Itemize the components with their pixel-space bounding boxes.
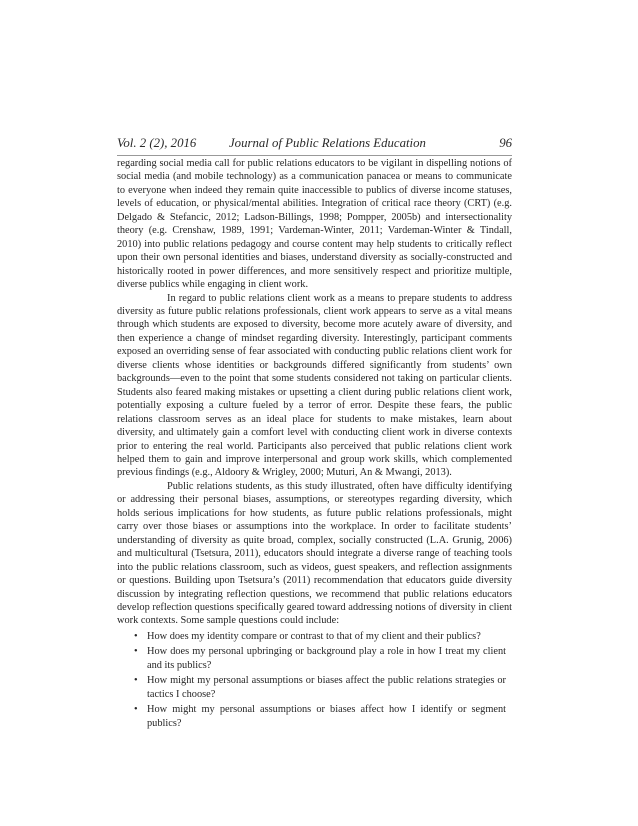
body-text [117, 157, 512, 732]
header-journal-title: Journal of Public Relations Education [229, 136, 426, 150]
bullet-icon: • [134, 675, 138, 687]
list-item-text: How does my personal upbringing or background play a role in how I treat my client and its publics? [147, 646, 506, 671]
list-item [117, 630, 512, 643]
list-item [117, 703, 512, 730]
list-item [117, 645, 512, 672]
bullet-icon: • [134, 646, 138, 658]
paragraph-client-work: In regard to public relations client work as a means to prepare students to address diversity as future public relations professionals, client work appears to serve as a vital means through which students are exposed to diversity, become more acutely aware of diversity, and then experience a change of mindset regarding diversity. Interestingly, participant comments exposed an overriding sense of fear associated with conducting public relations client work for diverse clients whose identities or backgrounds differed significantly from students’ own backgrounds—even to the point that some students considered not taking on particular clients. Students also feared making mistakes or upsetting a client during public relations client work, potentially exposing a culture fueled by a terror of error. Despite these fears, the public relations classroom serves as an ideal place for students to make mistakes, learn about diversity, and ultimately gain a comfort level with conducting client work in diverse contexts prior to entering the real world. Participants also perceived that public relations client work helped them to gain and improve interpersonal and group work skills, which complemented previous findings (e.g., Aldoory & Wrigley, 2000; Muturi, An & Mwangi, 2013). [117, 292, 512, 479]
bullet-icon: • [134, 704, 138, 716]
list-item-text: How might my personal assumptions or biases affect how I identify or segment publics? [147, 704, 506, 729]
header-volume: Vol. 2 (2), 2016 [117, 136, 197, 150]
running-header [117, 136, 512, 156]
reflection-questions-list [117, 630, 512, 730]
bullet-icon: • [134, 630, 138, 642]
list-item-text: How does my identity compare or contrast to that of my client and their publics? [147, 630, 481, 642]
paragraph-continued: regarding social media call for public relations educators to be vigilant in dispelling notions of social media (and mobile technology) as a communication panacea or means to communicate to everyone when indeed they remain quite inaccessible to publics of diverse income statuses, levels of education, or physical/mental abilities. Integration of critical race theory (CRT) (e.g. Delgado & Stefancic, 2012; Ladson-Billings, 1998; Pompper, 2005b) and intersectionality theory (e.g. Crenshaw, 1989, 1991; Vardeman-Winter, 2011; Vardeman-Winter & Tindall, 2010) into public relations pedagogy and course content may help students to critically reflect upon their own personal identities and biases, understand diversity as socially-constructed and historically rooted in power differences, and more sensitively respect and prioritize multiple, diverse publics while engaging in client work. [117, 158, 512, 291]
list-item [117, 674, 512, 701]
list-item-text: How might my personal assumptions or biases affect the public relations strategies or tactics I choose? [147, 675, 506, 700]
header-page-number: 96 [499, 136, 512, 150]
header-divider [117, 155, 512, 156]
paragraph-recommendations: Public relations students, as this study illustrated, often have difficulty identifying or addressing their personal biases, assumptions, or stereotypes regarding diversity, which holds serious implications for how students, as future public relations professionals, might carry over those biases or assumptions into the workplace. In order to facilitate students’ understanding of diversity as quite broad, complex, socially constructed (L.A. Grunig, 2006) and multicultural (Tsetsura, 2011), educators should integrate a diverse range of teaching tools into the public relations classroom, such as videos, guest speakers, and reflection assignments or questions. Building upon Tsetsura’s (2011) recommendation that educators guide diversity discussion by integrating reflection questions, we recommend that public relations educators develop reflection questions specifically geared toward addressing notions of diversity in client work contexts. Some sample questions could include: [117, 480, 512, 627]
